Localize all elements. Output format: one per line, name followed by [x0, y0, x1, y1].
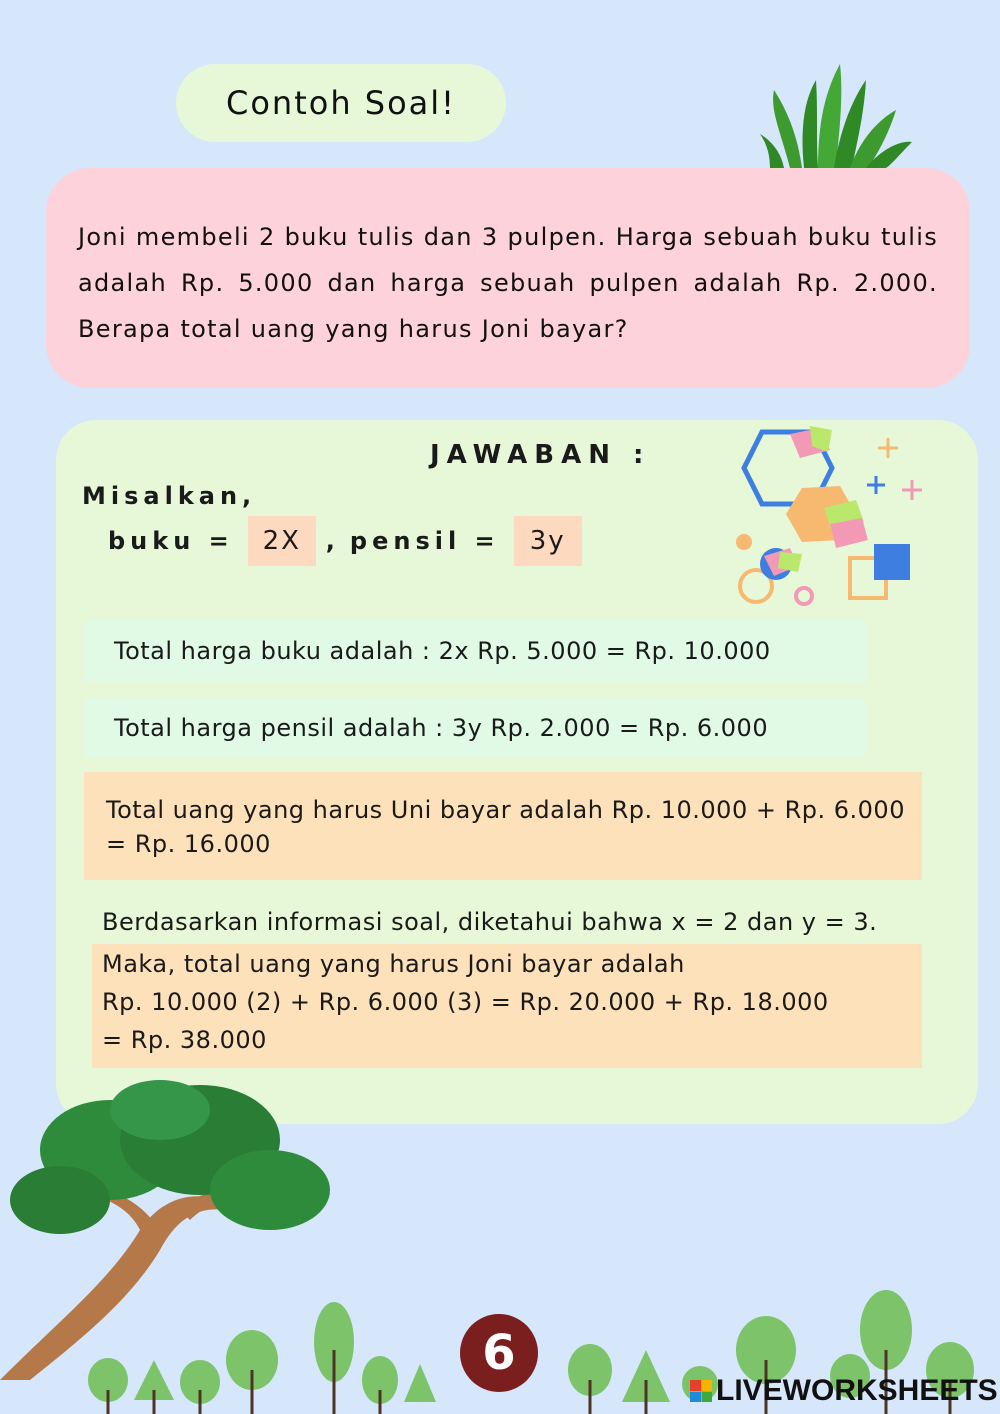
bush-illustration: [760, 60, 920, 170]
total-pensil-text: Total harga pensil adalah : 3y Rp. 2.000 = Rp. 6.000: [114, 714, 769, 742]
total-pensil-box: [84, 698, 866, 758]
total-uang-box: [84, 772, 922, 880]
watermark-text: LIVEWORKSHEETS: [716, 1374, 998, 1407]
var-buku-label: buku =: [108, 527, 234, 555]
conclusion-text: Berdasarkan informasi soal, diketahui bahwa x = 2 dan y = 3.: [102, 908, 878, 936]
final-answer-box: [92, 944, 922, 1068]
page-number-badge: [460, 1314, 538, 1392]
liveworksheets-logo-icon: [690, 1380, 712, 1402]
question-text: Joni membeli 2 buku tulis dan 3 pulpen. Harga sebuah buku tulis adalah Rp. 5.000 dan harga sebuah pulpen adalah Rp. 2.000. Berapa total uang yang harus Joni bayar?: [78, 223, 938, 343]
var-separator: ,: [325, 527, 340, 555]
question-box: [46, 168, 970, 388]
total-uang-line2: = Rp. 16.000: [106, 830, 271, 858]
final-line-2: Rp. 10.000 (2) + Rp. 6.000 (3) = Rp. 20.000 + Rp. 18.000: [102, 988, 829, 1016]
final-line-1: Maka, total uang yang harus Joni bayar adalah: [102, 950, 685, 978]
total-buku-box: [84, 620, 866, 682]
geometric-shapes-illustration: [728, 424, 928, 614]
variable-row: [108, 516, 582, 566]
answer-heading: JAWABAN :: [430, 440, 651, 470]
var-buku-value: 2X: [248, 516, 316, 566]
liveworksheets-watermark: [690, 1374, 998, 1408]
title-pill: [176, 64, 506, 142]
final-line-3: = Rp. 38.000: [102, 1026, 267, 1054]
misalkan-label: Misalkan,: [82, 482, 257, 510]
page-title: Contoh Soal!: [226, 84, 456, 122]
page-number: 6: [482, 1325, 516, 1381]
total-uang-line1: Total uang yang harus Uni bayar adalah Rp. 10.000 + Rp. 6.000: [106, 796, 905, 824]
var-pensil-value: 3y: [514, 516, 582, 566]
var-pensil-label: pensil =: [349, 527, 500, 555]
total-buku-text: Total harga buku adalah : 2x Rp. 5.000 = Rp. 10.000: [114, 637, 771, 665]
